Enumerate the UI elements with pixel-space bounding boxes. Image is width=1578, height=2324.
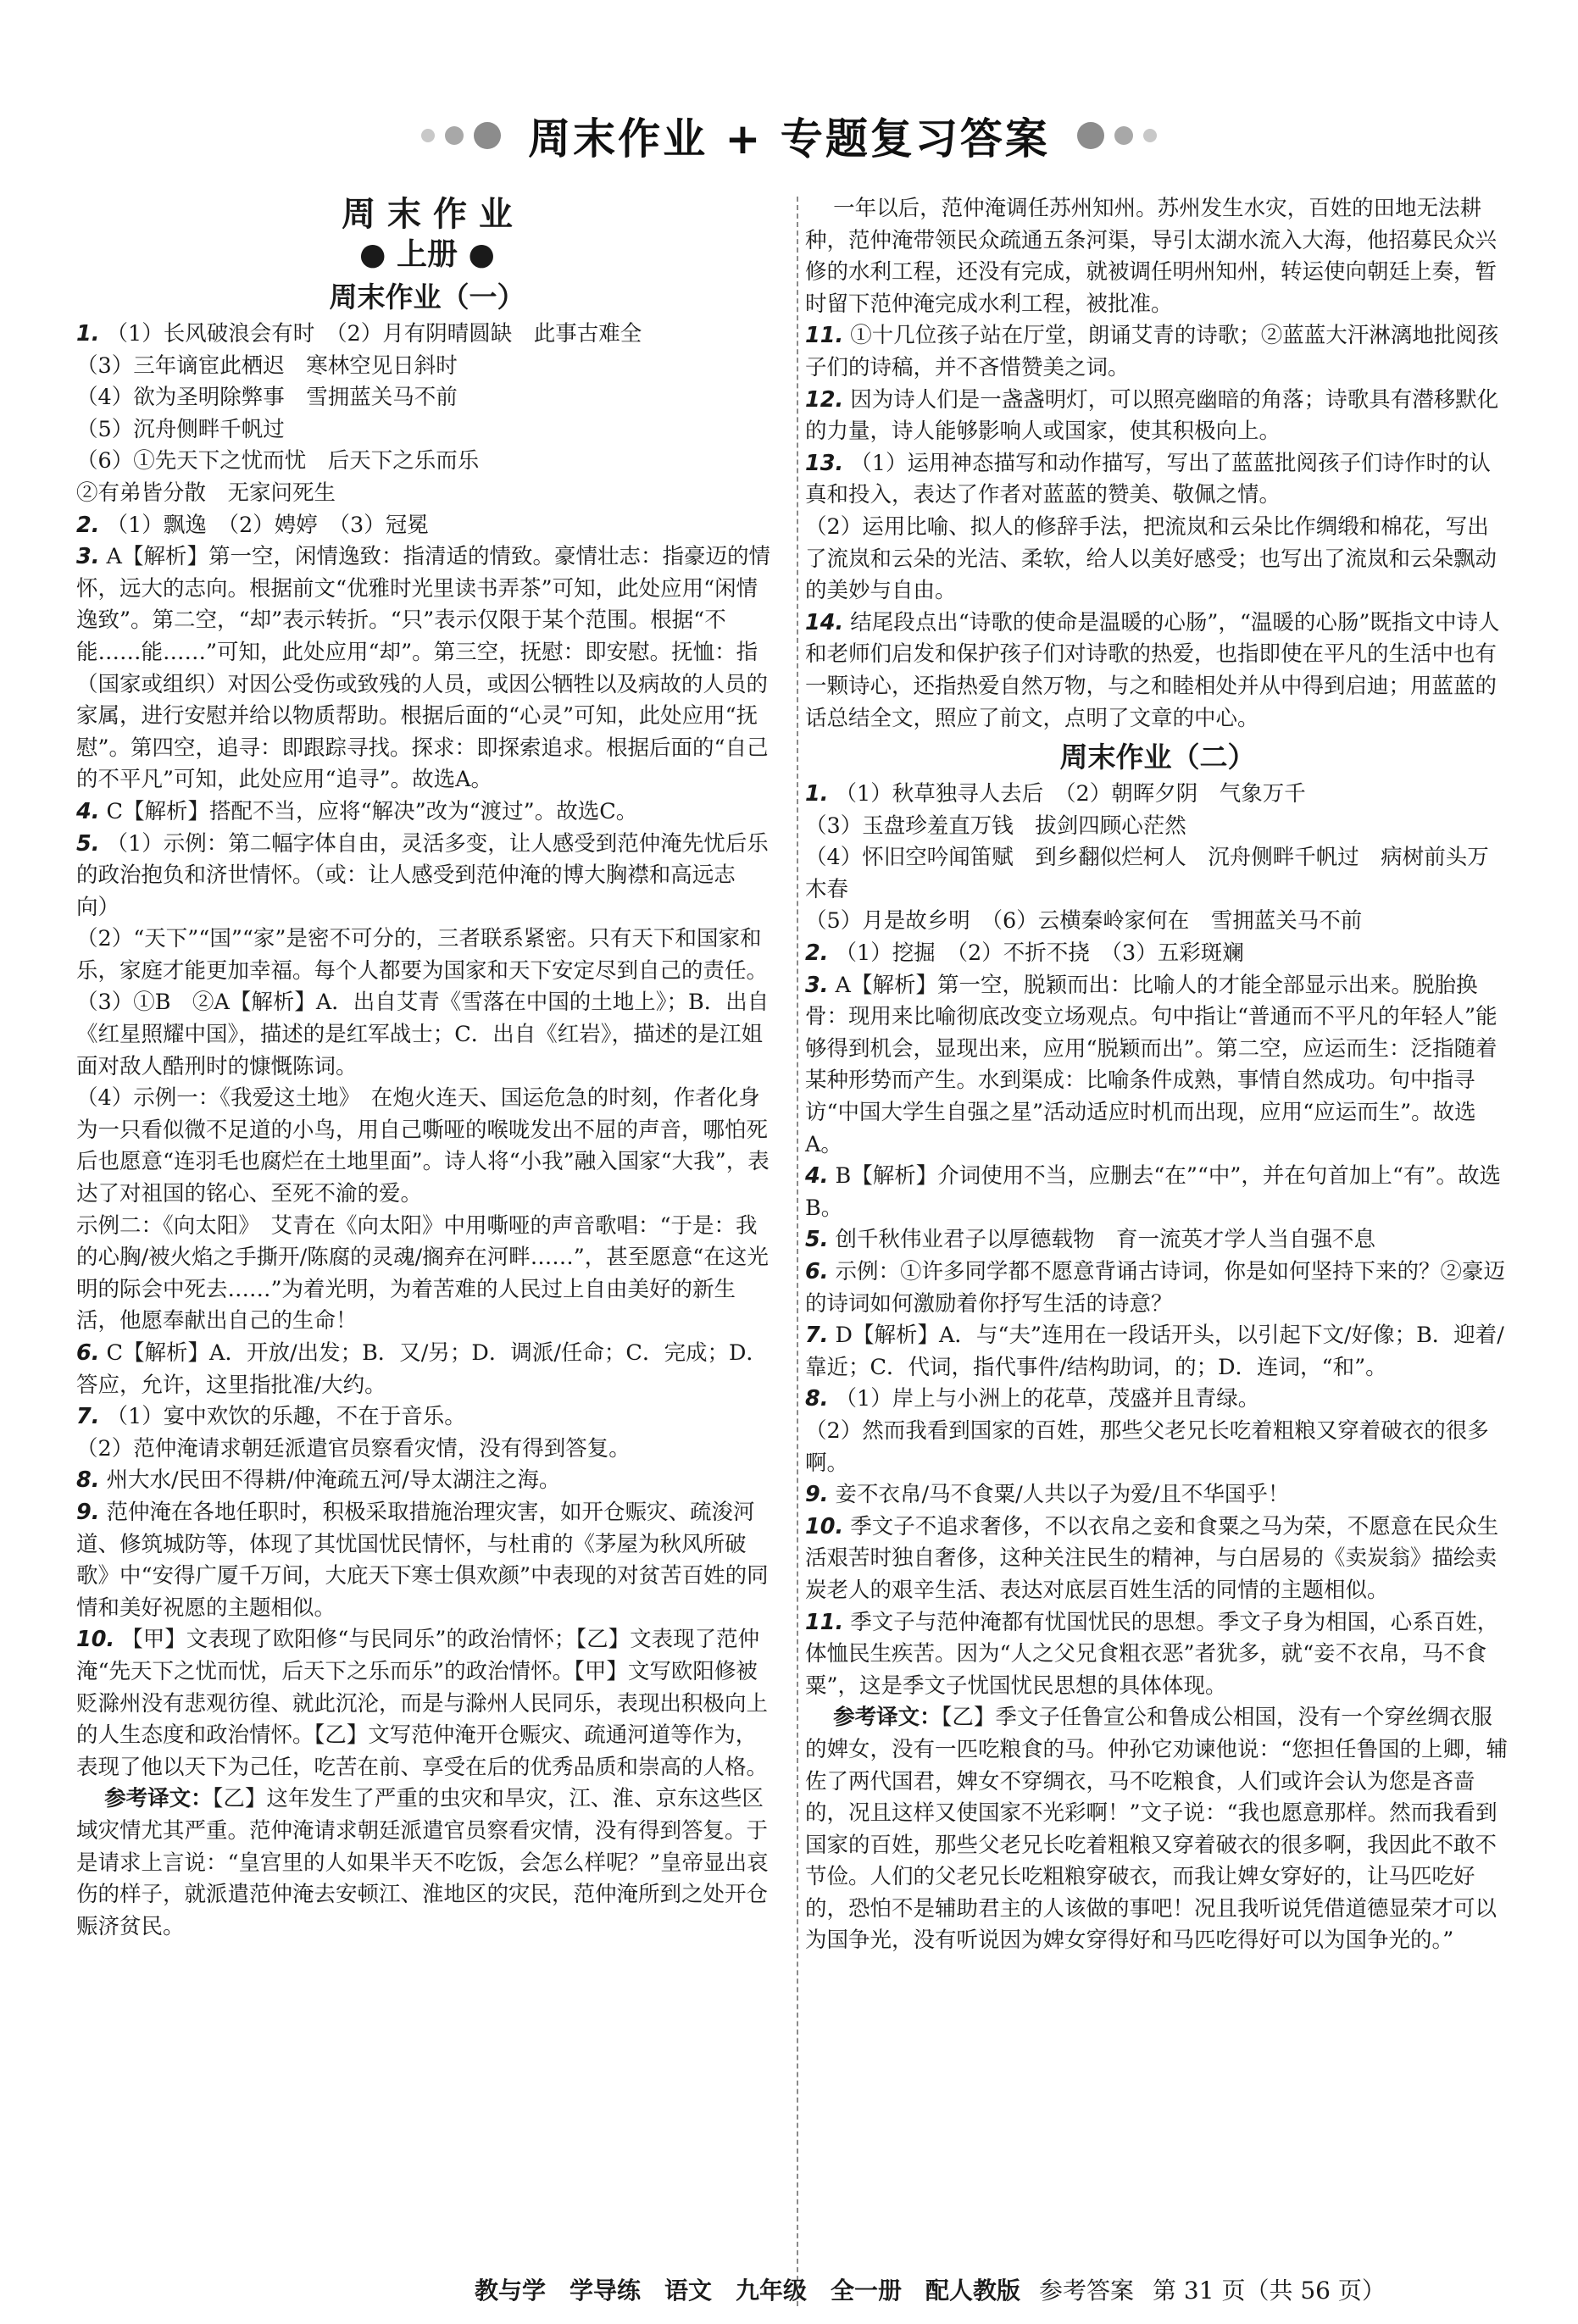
answer-text: D【解析】A．与“夫”连用在一段话开头，以引起下文/好像；B．迎着/靠近；C．代词，指代事件/结构助词，的；D．连词，“和”。 [805, 1323, 1504, 1380]
answer-item [805, 1384, 1510, 1479]
answer-number: 5. [76, 830, 100, 857]
answer-number: 1. [76, 321, 100, 347]
decor-dot-icon [474, 122, 501, 149]
answer-item [805, 1224, 1510, 1256]
answer-number: 14. [805, 609, 844, 635]
answer-text: （1）飘逸 （2）娉婷 （3）冠冕 [106, 512, 429, 538]
weekend-homework-2-heading: 周末作业（二） [1059, 740, 1256, 774]
answer-list [805, 320, 1510, 735]
answer-list [76, 319, 778, 1783]
answer-text: A【解析】第一空，闲情逸致：指清适的情致。豪情壮志：指豪迈的情怀，远大的志向。根据前文“优雅时光里读书弄茶”可知，此处应用“闲情逸致”。第二空，“却”表示转折。“只”表示仅限于某个范围。根据“不能……能……”可知，此处应用“却”。第三空，抚慰：即安慰。抚恤：指（国家或组织）对因公受伤或致残的人员，或因公牺牲以及病故的人员的家属，进行安慰并给以物质帮助。根据后面的“心灵”可知，此处应用“抚慰”。第四空，追寻：即跟踪寻找。探求：即探索追求。根据后面的“自己的不平凡”可知，此处应用“追寻”。故选A。 [76, 544, 770, 793]
answer-item [76, 796, 778, 829]
answer-text: 季文子与范仲淹都有忧国忧民的思想。季文子身为相国，心系百姓，体恤民生疾苦。因为“人之父兄食粗衣恶”者犹多，就“妾不衣帛，马不食粟”，这是季文子忧国忧民思想的具体体现。 [805, 1609, 1499, 1699]
answer-text: 创千秋伟业君子以厚德载物 育一流英才学人当自强不息 [835, 1227, 1376, 1253]
book-brand: 教与学 学导练 语文 九年级 全一册 配人教版 [475, 2277, 1021, 2305]
answer-item [805, 1256, 1510, 1320]
answer-item [76, 1624, 778, 1783]
answer-number: 7. [805, 1323, 829, 1349]
answer-number: 10. [76, 1627, 115, 1653]
answer-number: 4. [805, 1163, 829, 1190]
answer-item [805, 320, 1510, 384]
answer-number: 6. [805, 1259, 829, 1284]
answer-number: 13. [805, 450, 844, 476]
weekend-homework-1-heading: 周末作业（一） [329, 280, 525, 313]
translation-text: 【乙】这年发生了严重的虫灾和旱灾，江、淮、京东这些区域灾情尤其严重。范仲淹请求朝廷派遣官员察看灾情，没有得到答复。于是请求上言说：“皇宫里的人如果半天不吃饭，会怎么样呢？”皇帝显出哀伤的样子，就派遣范仲淹去安顿江、淮地区的灾民，范仲淹所到之处开仓赈济贫民。 [76, 1786, 769, 1939]
decor-dot-icon [421, 129, 435, 142]
answer-label: 参考答案 [1039, 2277, 1135, 2305]
answer-number: 11. [805, 1609, 844, 1635]
answer-number: 3. [805, 972, 829, 998]
answer-item [805, 607, 1510, 735]
answer-item [76, 1401, 778, 1465]
answer-item [805, 1161, 1510, 1224]
answer-text: 季文子不追求奢侈，不以衣帛之妾和食粟之马为荣，不愿意在民众生活艰苦时独自奢侈，这种关注民生的精神，与白居易的《卖炭翁》描绘卖炭老人的艰辛生活、表达对底层百姓生活的同情的主题相似。 [805, 1513, 1499, 1603]
decor-dot-icon [1077, 122, 1104, 149]
decor-dot-icon [1143, 129, 1157, 142]
answer-item [805, 1320, 1510, 1384]
section-title: 周 末 作 业 [342, 195, 513, 234]
translation-label: 参考译文： [104, 1786, 213, 1812]
answer-text: 示例：①许多同学都不愿意背诵古诗词，你是如何坚持下来的？②豪迈的诗词如何激励着你抒写生活的诗意？ [805, 1259, 1506, 1317]
answer-item [76, 541, 778, 796]
answer-number: 1. [805, 781, 829, 807]
answer-text: （1）宴中欢饮的乐趣，不在于音乐。 （2）范仲淹请求朝廷派遣官员察看灾情，没有得到答复。 [76, 1404, 631, 1462]
answer-item [76, 829, 778, 1339]
decor-dot-icon [445, 126, 464, 145]
answer-item [76, 1465, 778, 1497]
answer-number: 10. [805, 1513, 844, 1539]
answer-item [805, 1511, 1510, 1607]
answer-text: （1）长风破浪会有时 （2）月有阴晴圆缺 此事古难全 （3）三年谪宦此栖迟 寒林空见日斜时 （4）欲为圣明除弊事 雪拥蓝关马不前 （5）沉舟侧畔千帆过 （6）①先天下之忧而忧 后天下之乐而乐 ②有弟皆分散 无家问死生 [76, 321, 642, 506]
answer-text: A【解析】第一空，脱颖而出：比喻人的才能全部显示出来。脱胎换骨：现用来比喻彻底改变立场观点。句中指让“普通而不平凡的年轻人”能够得到机会，显现出来，应用“脱颖而出”。第二空，应运而生：泛指随着某种形势而产生。水到渠成：比喻条件成熟，事情自然成功。句中指寻访“中国大学生自强之星”活动适应时机而出现，应用“应运而生”。故选A。 [805, 972, 1497, 1157]
answer-text: （1）运用神态描写和动作描写，写出了蓝蓝批阅孩子们诗作时的认真和投入，表达了作者对蓝蓝的赞美、敬佩之情。 （2）运用比喻、拟人的修辞手法，把流岚和云朵比作绸缎和棉花，写出了流岚和云朵的光洁、柔软，给人以美好感受；也写出了流岚和云朵飘动的美妙与自由。 [805, 450, 1497, 604]
answer-number: 8. [76, 1467, 100, 1494]
answer-item [76, 1497, 778, 1624]
answer-number: 9. [805, 1482, 829, 1508]
answer-item [76, 1338, 778, 1401]
answer-text: 州大水/民田不得耕/仲淹疏五河/导太湖注之海。 [106, 1467, 561, 1494]
answer-text: 【甲】文表现了欧阳修“与民同乐”的政治情怀；【乙】文表现了范仲淹“先天下之忧而忧，后天下之乐而乐”的政治情怀。【甲】文写欧阳修被贬滁州没有悲观彷徨、就此沉沦，而是与滁州人民同乐，表现出积极向上的人生态度和政治情怀。【乙】文写范仲淹开仓赈灾、疏通河道等作为，表现了他以天下为己任，吃苦在前、享受在后的优秀品质和崇高的人格。 [76, 1627, 769, 1780]
translation-note [805, 1702, 1510, 1957]
answer-item [805, 1479, 1510, 1511]
answer-text: C【解析】搭配不当，应将“解决”改为“渡过”。故选C。 [106, 798, 638, 824]
answer-item [805, 1607, 1510, 1703]
answer-number: 12. [805, 386, 844, 413]
page-number: 第 31 页（共 56 页） [1153, 2277, 1386, 2305]
page-title: 周末作业 + 专题复习答案 [528, 114, 1050, 164]
answer-text: （1）秋草独寻人去后 （2）朝晖夕阴 气象万千 （3）玉盘珍羞直万钱 拔剑四顾心茫然 （4）怀旧空吟闻笛赋 到乡翻似烂柯人 沉舟侧畔千帆过 病树前头万木春 （5）月是故乡明 （6）云横秦岭家何在 雪拥蓝关马不前 [805, 781, 1489, 935]
answer-text: ①十几位孩子站在厅堂，朗诵艾青的诗歌；②蓝蓝大汗淋漓地批阅孩子们的诗稿，并不吝惜赞美之词。 [805, 323, 1499, 380]
answer-number: 11. [805, 323, 844, 349]
answer-number: 6. [76, 1340, 100, 1366]
answer-item [805, 779, 1510, 938]
answer-text: 范仲淹在各地任职时，积极采取措施治理灾害，如开仓赈灾、疏浚河道、修筑城防等，体现了其忧国忧民情怀，与杜甫的《茅屋为秋风所破歌》中“安得广厦千万间，大庇天下寒士俱欢颜”中表现的对贫苦百姓的同情和美好祝愿的主题相似。 [76, 1499, 769, 1621]
answer-list [805, 779, 1510, 1702]
answer-text: （1）示例：第二幅字体自由，灵活多变，让人感受到范仲淹先忧后乐的政治抱负和济世情怀。（或：让人感受到范仲淹的博大胸襟和高远志向） （2）“天下”“国”“家”是密不可分的，三者联系紧密。只有天下和国家和乐，家庭才能更加幸福。每个人都要为国家和天下安定尽到自己的责任。 （3）①B ②A【解析】A．出自艾青《雪落在中国的土地上》；B．出自《红星照耀中国》，描述的是红军战士；C．出自《红岩》，描述的是江姐面对敌人酷刑时的慷慨陈词。 （4）示例一：《我爱这土地》 在炮火连天、国运危急的时刻，作者化身为一只看似微不足道的小鸟，用自己嘶哑的喉咙发出不屈的声音，哪怕死后也愿意“连羽毛也腐烂在土地里面”。诗人将“小我”融入国家“大我”，表达了对祖国的铭心、至死不渝的爱。 示例二：《向太阳》 艾青在《向太阳》中用嘶哑的声音歌唱：“于是：我的心胸/被火焰之手撕开/陈腐的灵魂/搁弃在河畔……”，甚至愿意“在这光明的际会中死去……”为着光明，为着苦难的人民过上自由美好的新生活，他愿奉献出自己的生命！ [76, 830, 770, 1334]
answer-text: 结尾段点出“诗歌的使命是温暖的心肠”，“温暖的心肠”既指文中诗人和老师们启发和保护孩子们对诗歌的热爱，也指即使在平凡的生活中也有一颗诗心，还指热爱自然万物，与之和睦相处并从中得到启迪；用蓝蓝的话总结全文，照应了前文，点明了文章的中心。 [805, 609, 1500, 731]
column-divider [797, 197, 798, 2306]
answer-number: 2. [805, 940, 829, 967]
answer-item [805, 938, 1510, 970]
header-bar [0, 100, 1578, 171]
answer-number: 5. [805, 1227, 829, 1253]
answer-number: 4. [76, 798, 100, 824]
volume-title: ● 上册 ● [359, 237, 495, 272]
answer-item [805, 970, 1510, 1162]
answer-number: 8. [805, 1386, 829, 1412]
translation-continued: 一年以后，范仲淹调任苏州知州。苏州发生水灾，百姓的田地无法耕种，范仲淹带领民众疏通五条河渠，导引太湖水流入大海，他招募民众兴修的水利工程，还没有完成，就被调任明州知州，转运使向朝廷上奏，暂时留下范仲淹完成水利工程，被批准。 [805, 196, 1497, 317]
answer-text: B【解析】介词使用不当，应删去“在”“中”，并在句首加上“有”。故选B。 [805, 1163, 1502, 1221]
decor-dot-icon [1114, 126, 1133, 145]
right-column [805, 193, 1510, 1957]
answer-text: （1）挖掘 （2）不折不挠 （3）五彩斑斓 [835, 940, 1244, 967]
answer-number: 2. [76, 512, 100, 538]
page-footer [475, 2272, 1404, 2306]
answer-number: 3. [76, 544, 100, 570]
answer-item [76, 319, 778, 510]
translation-label: 参考译文： [833, 1705, 942, 1731]
answer-text: 因为诗人们是一盏盏明灯，可以照亮幽暗的角落；诗歌具有潜移默化的力量，诗人能够影响人或国家，使其积极向上。 [805, 386, 1499, 445]
answer-number: 9. [76, 1499, 100, 1525]
answer-item [805, 385, 1510, 448]
translation-note [76, 1783, 778, 1943]
answer-text: C【解析】A．开放/出发；B．又/另；D．调派/任命；C．完成；D．答应，允许，这里指批准/大约。 [76, 1340, 768, 1398]
left-column [76, 193, 778, 1943]
translation-text: 【乙】季文子任鲁宣公和鲁成公相国，没有一个穿丝绸衣服的婢女，没有一匹吃粮食的马。仲孙它劝谏他说：“您担任鲁国的上卿，辅佐了两代国君，婢女不穿绸衣，马不吃粮食，人们或许会认为您是吝啬的，况且这样又使国家不光彩啊！”文子说：“我也愿意那样。然而我看到国家的百姓，那些父老兄长吃着粗粮又穿着破衣的很多啊，我因此不敢不节俭。人们的父老兄长吃粗粮穿破衣，而我让婢女穿好的，让马匹吃好的，恐怕不是辅助君主的人该做的事吧！况且我听说凭借道德显荣才可以为国争光，没有听说因为婢女穿得好和马匹吃得好可以为国争光的。” [805, 1705, 1509, 1954]
answer-item [76, 510, 778, 542]
answer-item [805, 448, 1510, 607]
answer-text: 妾不衣帛/马不食粟/人共以子为爱/且不华国乎！ [835, 1482, 1290, 1508]
answer-text: （1）岸上与小洲上的花草，茂盛并且青绿。 （2）然而我看到国家的百姓，那些父老兄长吃着粗粮又穿着破衣的很多啊。 [805, 1386, 1489, 1476]
answer-number: 7. [76, 1404, 100, 1430]
